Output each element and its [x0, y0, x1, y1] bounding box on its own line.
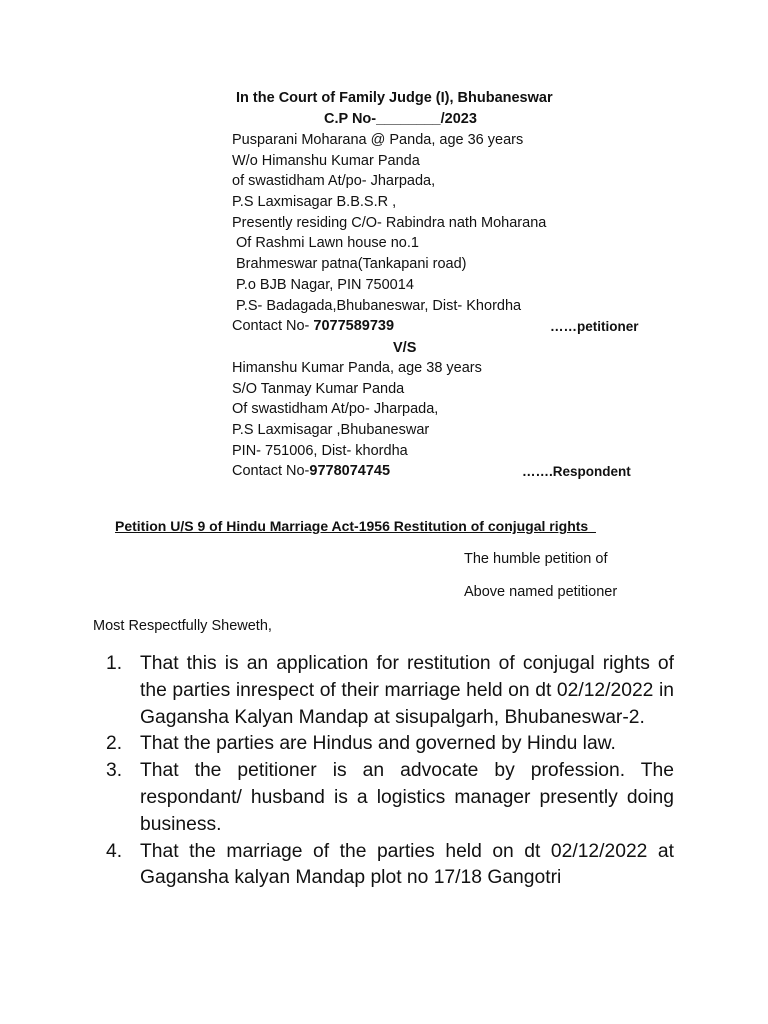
respondent-line: PIN- 751006, Dist- khordha: [232, 442, 408, 459]
court-heading: In the Court of Family Judge (I), Bhubaneswar: [236, 90, 553, 106]
paragraph-number: 4.: [106, 840, 123, 862]
petitioner-line: W/o Himanshu Kumar Panda: [232, 152, 420, 169]
petitioner-line: of swastidham At/po- Jharpada,: [232, 173, 436, 190]
case-number: C.P No-________/2023: [324, 111, 477, 127]
petitioner-contact: [232, 316, 546, 337]
versus-label: V/S: [393, 340, 417, 356]
respondent-line: P.S Laxmisagar ,Bhubaneswar: [232, 422, 430, 439]
paragraph-text: That the parties are Hindus and governed by Hindu law.: [140, 733, 616, 755]
paragraph-number: 1.: [106, 653, 123, 674]
respondent-block: [232, 358, 482, 482]
paragraph-item: [106, 651, 674, 731]
petitioner-line: Presently residing C/O- Rabindra nath Moharana: [232, 214, 547, 231]
paragraph-text: That this is an application for restitution of conjugal rights of the parties inrespect of their marriage held on dt 02/12/2022 in Gagansha Kalyan Mandap at sisupalgarh, Bhubaneswar-2.: [140, 653, 674, 728]
paragraph-number: 2.: [106, 733, 123, 755]
respondent-line: Of swastidham At/po- Jharpada,: [232, 401, 439, 418]
contact-number: 9778074745: [309, 463, 391, 480]
respondent-role: …….Respondent: [522, 464, 631, 479]
petitioner-line: Brahmeswar patna(Tankapani road): [236, 256, 467, 273]
petitioner-role: ……petitioner: [550, 319, 639, 334]
contact-label: Contact No-: [232, 318, 314, 335]
petitioner-line: P.o BJB Nagar, PIN 750014: [236, 276, 414, 293]
paragraph-text: That the marriage of the parties held on dt 02/12/2022 at Gagansha kalyan Mandap plot no 17/18 Gangotri: [140, 840, 674, 889]
petitioner-block: [232, 130, 546, 337]
petitioner-line: P.S- Badagada,Bhubaneswar, Dist- Khordha: [236, 297, 522, 314]
humble-petition-line: The humble petition of: [464, 551, 608, 567]
respondent-line: Himanshu Kumar Panda, age 38 years: [232, 360, 482, 376]
above-named-line: Above named petitioner: [464, 584, 618, 600]
petition-title: Petition U/S 9 of Hindu Marriage Act-1956 Restitution of conjugal rights: [115, 518, 596, 534]
petitioner-line: Pusparani Moharana @ Panda, age 36 years: [232, 132, 524, 148]
paragraph-number: 3.: [106, 760, 123, 782]
respondent-line: S/O Tanmay Kumar Panda: [232, 380, 405, 397]
petitioner-line: P.S Laxmisagar B.B.S.R ,: [232, 194, 397, 211]
numbered-paragraphs: [106, 651, 674, 892]
paragraph-item: [106, 839, 674, 893]
contact-label: Contact No-: [232, 463, 310, 480]
paragraph-text: That the petitioner is an advocate by profession. The respondant/ husband is a logistics manager presently doing business.: [140, 760, 674, 835]
paragraph-item: [106, 758, 674, 838]
contact-number: 7077589739: [313, 318, 395, 335]
petitioner-line: Of Rashmi Lawn house no.1: [236, 235, 419, 252]
paragraph-item: [106, 731, 674, 758]
respondent-contact: [232, 461, 482, 482]
salutation: Most Respectfully Sheweth,: [93, 618, 272, 634]
